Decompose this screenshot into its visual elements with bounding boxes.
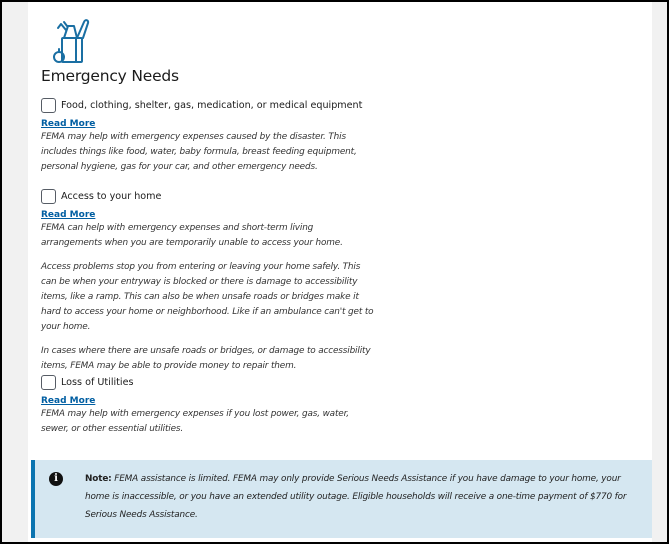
note-text	[85, 470, 645, 524]
option-food	[41, 97, 381, 175]
option-description: FEMA may help with emergency expenses if you lost power, gas, water, sewer, or other essential utilities.	[41, 409, 349, 434]
section-title: Emergency Needs	[41, 67, 179, 85]
note-body: FEMA assistance is limited. FEMA may only provide Serious Needs Assistance if you have damage to your home, your home is inaccessible, or you have an extended utility outage. Eligible households will receive a one-time payment of $770 for Serious Needs Assistance.	[85, 474, 627, 520]
checkbox-access[interactable]	[41, 189, 56, 204]
option-description: FEMA may help with emergency expenses caused by the disaster. This includes things like food, water, baby formula, breast feeding equipment, personal hygiene, gas for your car, and other emergency needs.	[41, 132, 357, 172]
option-description: FEMA can help with emergency expenses and short-term living arrangements when you are temporarily unable to access your home.	[41, 223, 343, 248]
read-more-link[interactable]: Read More	[41, 210, 96, 220]
note-callout	[31, 460, 652, 538]
checkbox-food[interactable]	[41, 98, 56, 113]
checkbox-utilities[interactable]	[41, 375, 56, 390]
note-label: Note:	[85, 474, 112, 484]
page-frame	[2, 2, 667, 542]
option-label[interactable]: Food, clothing, shelter, gas, medication, or medical equipment	[61, 99, 363, 111]
info-icon: i	[49, 472, 63, 486]
grocery-bag-icon	[50, 16, 96, 64]
option-utilities	[41, 374, 381, 437]
option-label[interactable]: Access to your home	[61, 190, 162, 202]
option-access	[41, 188, 381, 374]
option-label[interactable]: Loss of Utilities	[61, 376, 134, 388]
option-description: Access problems stop you from entering or leaving your home safely. This can be when your entryway is blocked or there is damage to accessibility items, like a ramp. This can also be when unsafe roads or bridges make it hard to access your home or neighborhood. Like if an ambulance can't get to your home.	[41, 262, 374, 332]
option-description: In cases where there are unsafe roads or bridges, or damage to accessibility items, FEMA may be able to provide money to repair them.	[41, 346, 371, 371]
read-more-link[interactable]: Read More	[41, 396, 96, 406]
emergency-needs-card	[28, 2, 652, 542]
read-more-link[interactable]: Read More	[41, 119, 96, 129]
